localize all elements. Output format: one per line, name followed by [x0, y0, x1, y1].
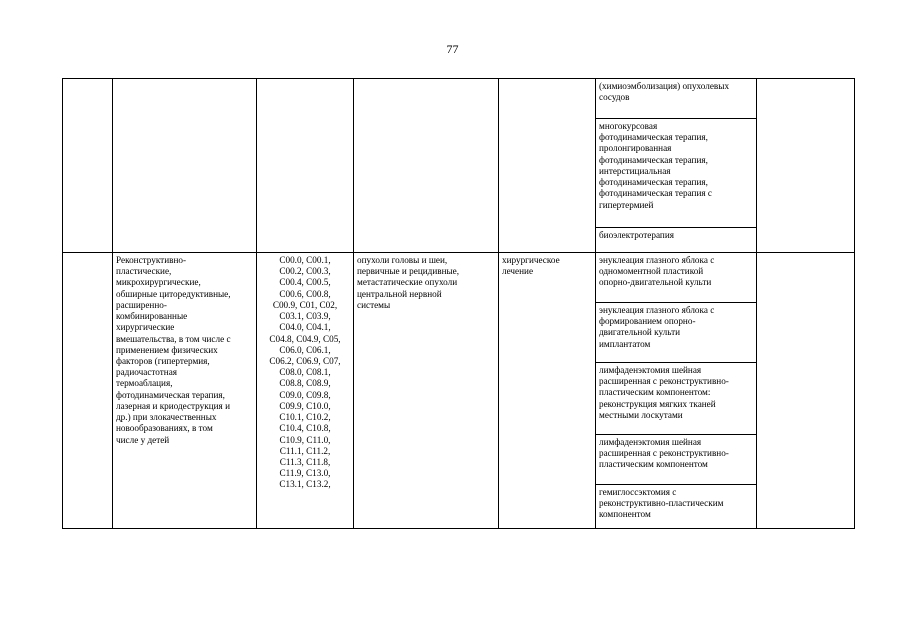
method-text: (химиоэмболизация) опухолевых сосудов [599, 81, 730, 103]
empty-cell [757, 79, 855, 253]
patient-model-text: опухоли головы и шеи, первичные и рецидивные, метастатические опухоли центральной нервной системы [357, 255, 460, 310]
empty-cell [757, 253, 855, 529]
empty-cell [63, 79, 113, 253]
page-number: 77 [446, 42, 459, 56]
method-text: энуклеация глазного яблока с одномоментной пластикой опорно-двигательной культи [599, 255, 715, 288]
method-text: гемиглоссэктомия с реконструктивно-пластическим компонентом [599, 487, 724, 520]
intervention-cell [113, 253, 257, 529]
method-text: энуклеация глазного яблока с формированием опорно- двигательной культи имплантатом [599, 305, 715, 349]
empty-cell [113, 79, 257, 253]
method-cell [596, 303, 757, 363]
treatment-type-text: хирургическое лечение [502, 255, 560, 277]
method-text: биоэлектротерапия [599, 230, 674, 240]
method-cell [596, 485, 757, 529]
method-cell [596, 363, 757, 435]
method-cell [596, 79, 757, 119]
method-cell [596, 119, 757, 228]
empty-cell [63, 253, 113, 529]
icd-codes-text: C00.0, C00.1, C00.2, C00.3, C00.4, C00.5, C00.6, C00.8, C00.9, C01, C02, C03.1, C03.9, C04.0, C04.1, C04.8, C04.9, C05, C06.0, C06.1, C06.2, C06.9, C07, C08.0, C08.1, C08.8, C08.9, C09.0, C09.8, C09.9, C10.0, C10.1, C10.2, C10.4, C10.8, C10.9, C11.0, C11.1, C11.2, C11.3, C11.8, C11.9, C13.0, C13.1, C13.2, [269, 255, 341, 490]
method-cell [596, 435, 757, 485]
method-text: лимфаденэктомия шейная расширенная с реконструктивно- пластическим компонентом: реконструкция мягких тканей местными лоскутами [599, 365, 729, 420]
table-row [63, 79, 855, 119]
intervention-text: Реконструктивно- пластические, микрохирургические, обширные циторедуктивные, расширенно- комбинированные хирургические вмешательства, в том числе с применением физических факторов (гипертермия, радиочастотная термоаблация, фотодинамическая терапия, лазерная и криодеструкция и др.) при злокачественных новообразованиях, в том числе у детей [116, 255, 231, 445]
table-row [63, 253, 855, 303]
method-text: лимфаденэктомия шейная расширенная с реконструктивно- пластическим компонентом [599, 437, 729, 470]
method-cell [596, 253, 757, 303]
method-text: многокурсовая фотодинамическая терапия, пролонгированная фотодинамическая терапия, интерстициальная фотодинамическая терапия, фотодинамическая терапия с гипертермией [599, 121, 712, 210]
empty-cell [499, 79, 596, 253]
empty-cell [257, 79, 354, 253]
icd-codes-cell [257, 253, 354, 529]
treatment-type-cell [499, 253, 596, 529]
method-cell [596, 228, 757, 253]
patient-model-cell [354, 253, 499, 529]
medical-care-table [62, 78, 855, 529]
empty-cell [354, 79, 499, 253]
